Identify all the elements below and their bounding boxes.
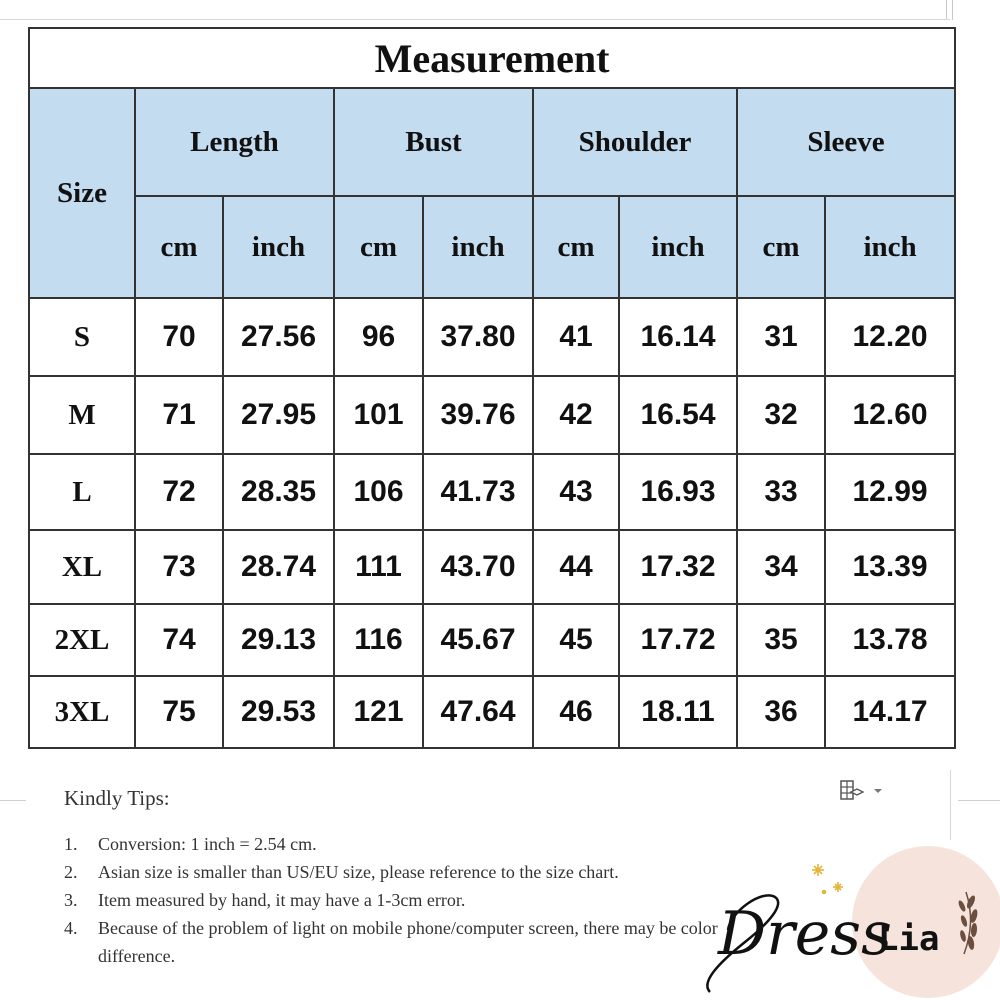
size-cell: L — [29, 454, 135, 530]
tip-text: Because of the problem of light on mobile phone/computer screen, there may be color difference. — [98, 918, 718, 966]
table-row — [29, 298, 955, 376]
tip-text: Item measured by hand, it may have a 1-3cm error. — [98, 890, 466, 910]
length-cm-cell: 70 — [135, 298, 223, 376]
layout-options-icon[interactable] — [838, 778, 892, 806]
table-row — [29, 604, 955, 676]
sleeve-inch-cell: 14.17 — [825, 676, 955, 748]
bust-inch-cell: 45.67 — [423, 604, 533, 676]
shoulder-header: Shoulder — [533, 88, 737, 196]
page-edge-mark — [0, 800, 26, 801]
bust-inch-cell: 39.76 — [423, 376, 533, 454]
bust-header: Bust — [334, 88, 533, 196]
tip-number: 4. — [64, 918, 78, 938]
shoulder-inch-cell: 16.14 — [619, 298, 737, 376]
bust-cm-cell: 121 — [334, 676, 423, 748]
table-row — [29, 454, 955, 530]
page-edge-mark — [958, 800, 1000, 801]
logo-block-text: Lia — [878, 919, 940, 959]
bust-cm-cell: 106 — [334, 454, 423, 530]
tip-number: 1. — [64, 834, 78, 854]
sleeve-inch-cell: 12.60 — [825, 376, 955, 454]
size-cell: S — [29, 298, 135, 376]
size-cell: 3XL — [29, 676, 135, 748]
shoulder-cm-cell: 44 — [533, 530, 619, 604]
top-edge-divider — [946, 0, 947, 20]
length-inch-cell: 28.35 — [223, 454, 334, 530]
shoulder-inch-cell: 16.93 — [619, 454, 737, 530]
bust-inch-cell: 41.73 — [423, 454, 533, 530]
shoulder-inch-cell: 17.72 — [619, 604, 737, 676]
size-cell: 2XL — [29, 604, 135, 676]
sleeve-inch-cell: 12.20 — [825, 298, 955, 376]
sleeve-header: Sleeve — [737, 88, 955, 196]
size-header: Size — [29, 88, 135, 298]
table-title: Measurement — [29, 28, 955, 88]
bust-inch-cell: 47.64 — [423, 676, 533, 748]
unit-header: inch — [619, 196, 737, 298]
sleeve-cm-cell: 31 — [737, 298, 825, 376]
length-inch-cell: 27.95 — [223, 376, 334, 454]
length-inch-cell: 29.13 — [223, 604, 334, 676]
unit-header: cm — [135, 196, 223, 298]
size-chart-table — [28, 27, 956, 749]
shoulder-cm-cell: 45 — [533, 604, 619, 676]
unit-header: inch — [825, 196, 955, 298]
tip-text: Conversion: 1 inch = 2.54 cm. — [98, 834, 317, 854]
table-row — [29, 376, 955, 454]
shoulder-inch-cell: 18.11 — [619, 676, 737, 748]
tip-number: 3. — [64, 890, 78, 910]
table-row — [29, 530, 955, 604]
sleeve-cm-cell: 35 — [737, 604, 825, 676]
length-inch-cell: 27.56 — [223, 298, 334, 376]
tips-title: Kindly Tips: — [64, 786, 170, 810]
length-header: Length — [135, 88, 334, 196]
size-cell: M — [29, 376, 135, 454]
table-row — [29, 676, 955, 748]
shoulder-cm-cell: 43 — [533, 454, 619, 530]
bust-inch-cell: 43.70 — [423, 530, 533, 604]
length-inch-cell: 29.53 — [223, 676, 334, 748]
unit-header: cm — [533, 196, 619, 298]
sleeve-cm-cell: 32 — [737, 376, 825, 454]
top-edge-line — [0, 19, 950, 20]
length-cm-cell: 72 — [135, 454, 223, 530]
length-inch-cell: 28.74 — [223, 530, 334, 604]
logo-script-text: Dress — [718, 899, 892, 969]
shoulder-cm-cell: 41 — [533, 298, 619, 376]
bust-cm-cell: 116 — [334, 604, 423, 676]
top-edge-divider — [952, 0, 953, 20]
bust-cm-cell: 111 — [334, 530, 423, 604]
unit-header: cm — [334, 196, 423, 298]
sleeve-inch-cell: 12.99 — [825, 454, 955, 530]
sparkle-icon — [812, 864, 843, 894]
length-cm-cell: 71 — [135, 376, 223, 454]
page-edge-mark — [950, 770, 951, 840]
sleeve-cm-cell: 33 — [737, 454, 825, 530]
shoulder-cm-cell: 42 — [533, 376, 619, 454]
bust-cm-cell: 96 — [334, 298, 423, 376]
bust-inch-cell: 37.80 — [423, 298, 533, 376]
sleeve-cm-cell: 34 — [737, 530, 825, 604]
unit-header: inch — [223, 196, 334, 298]
unit-header: cm — [737, 196, 825, 298]
length-cm-cell: 73 — [135, 530, 223, 604]
sleeve-cm-cell: 36 — [737, 676, 825, 748]
bust-cm-cell: 101 — [334, 376, 423, 454]
shoulder-cm-cell: 46 — [533, 676, 619, 748]
sleeve-inch-cell: 13.78 — [825, 604, 955, 676]
unit-header: inch — [423, 196, 533, 298]
tip-text: Asian size is smaller than US/EU size, please reference to the size chart. — [98, 862, 619, 882]
length-cm-cell: 75 — [135, 676, 223, 748]
shoulder-inch-cell: 17.32 — [619, 530, 737, 604]
shoulder-inch-cell: 16.54 — [619, 376, 737, 454]
dresslia-logo — [690, 842, 1000, 1000]
top-edge — [0, 0, 1000, 22]
tip-number: 2. — [64, 862, 78, 882]
size-cell: XL — [29, 530, 135, 604]
sleeve-inch-cell: 13.39 — [825, 530, 955, 604]
length-cm-cell: 74 — [135, 604, 223, 676]
